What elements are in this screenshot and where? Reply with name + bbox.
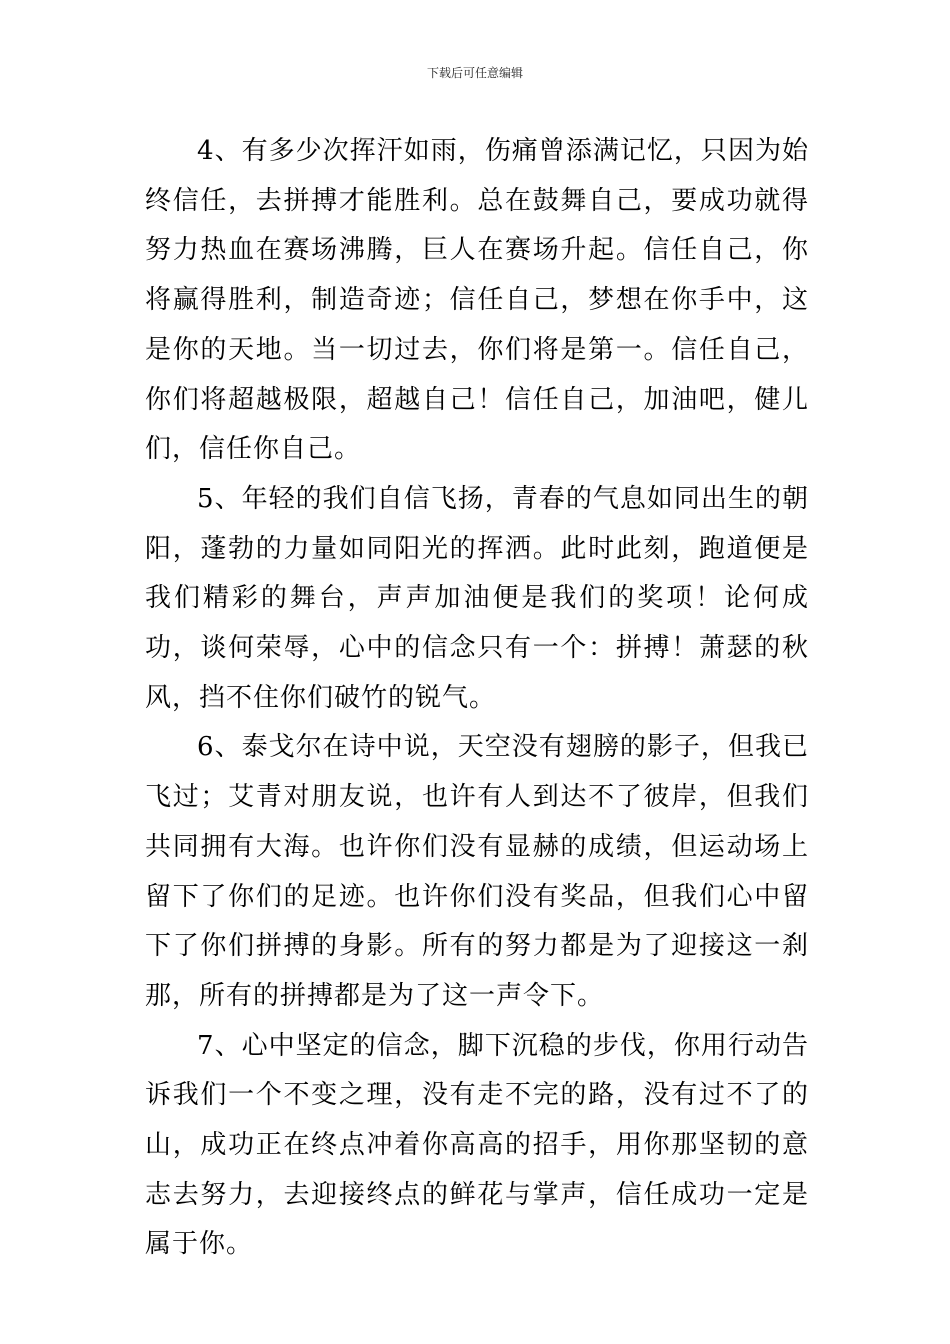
paragraph-4: 4、有多少次挥汗如雨，伤痛曾添满记忆，只因为始终信任，去拼搏才能胜利。总在鼓舞自己，要成功就得努力热血在赛场沸腾，巨人在赛场升起。信任自己，你将赢得胜利，制造奇迹；信任自己，梦想在你手中，这是你的天地。当一切过去，你们将是第一。信任自己，你们将超越极限，超越自己！信任自己，加油吧，健儿们，信任你自己。 bbox=[145, 136, 809, 465]
paragraph-7: 7、心中坚定的信念，脚下沉稳的步伐，你用行动告诉我们一个不变之理，没有走不完的路，没有过不了的山，成功正在终点冲着你高高的招手，用你那坚韧的意志去努力，去迎接终点的鲜花与掌声，信任成功一定是属于你。 bbox=[145, 1030, 809, 1260]
paragraph-5: 5、年轻的我们自信飞扬，青春的气息如同出生的朝阳，蓬勃的力量如同阳光的挥洒。此时此刻，跑道便是我们精彩的舞台，声声加油便是我们的奖项！论何成功，谈何荣辱，心中的信念只有一个：拼搏！萧瑟的秋风，挡不住你们破竹的锐气。 bbox=[145, 483, 809, 713]
paragraph-6: 6、泰戈尔在诗中说，天空没有翅膀的影子，但我已飞过；艾青对朋友说，也许有人到达不了彼岸，但我们共同拥有大海。也许你们没有显赫的成绩，但运动场上留下了你们的足迹。也许你们没有奖品，但我们心中留下了你们拼搏的身影。所有的努力都是为了迎接这一刹那，所有的拼搏都是为了这一声令下。 bbox=[145, 732, 809, 1011]
page-header: 下载后可任意编辑 bbox=[426, 66, 523, 80]
document-body bbox=[145, 127, 809, 1270]
